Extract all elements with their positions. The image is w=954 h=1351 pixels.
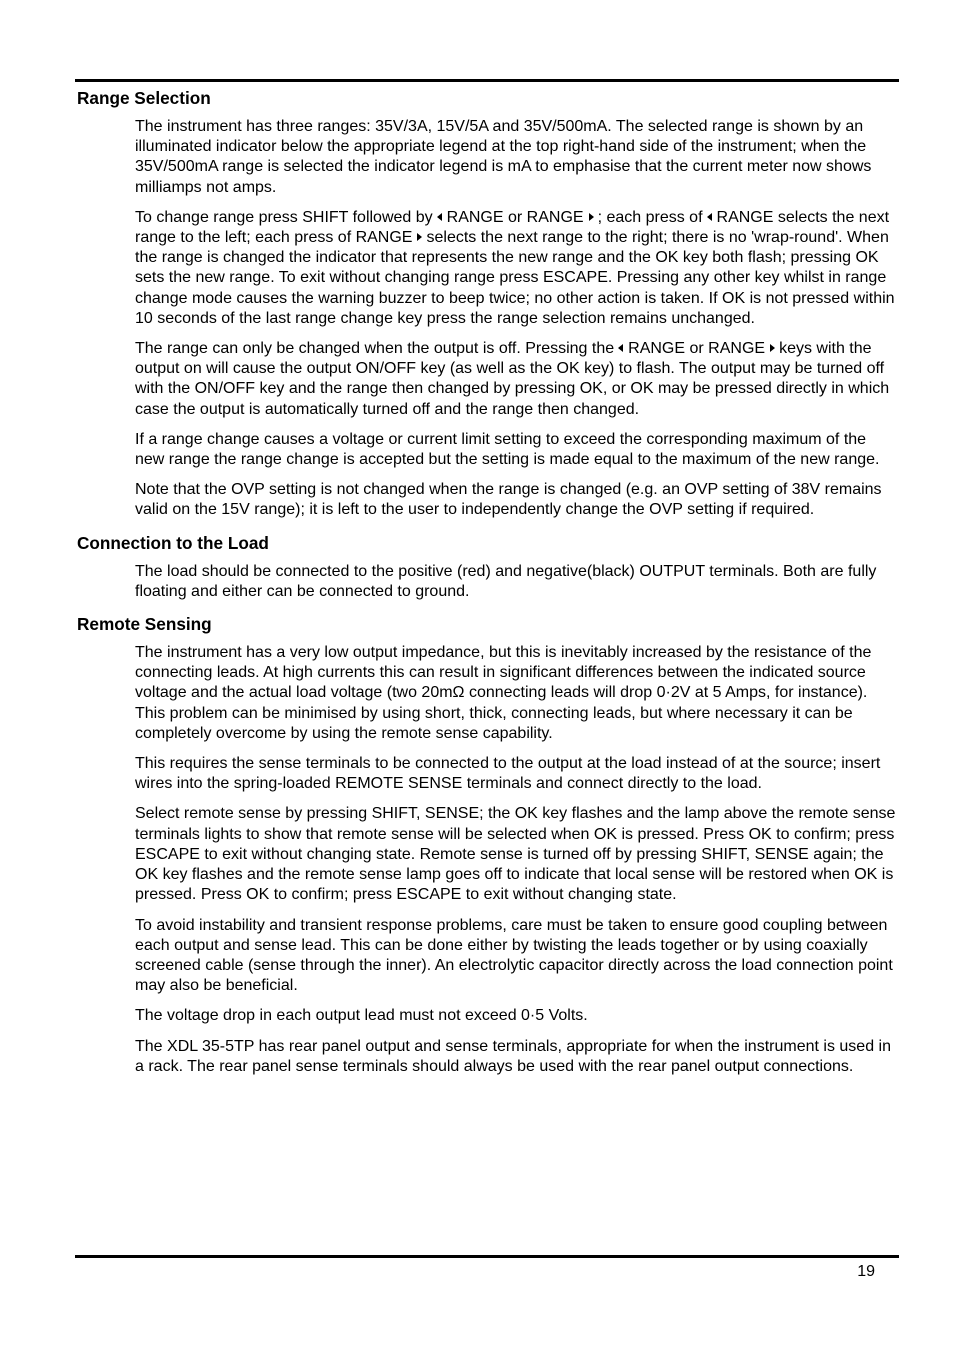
range-selection-heading: Range Selection — [77, 88, 211, 108]
range-p2-text-e: selects the next range to the right; there is no 'wrap-round'. When the range is changed the indicator that represents the new range and the OK key both flash; pressing OK sets the new range. To exit without changing range press ESCAPE. Pressing any other key whilst in range change mode causes the warning buzzer to beep twice; no other action is taken. If OK is not pressed within 10 seconds of the last range change key press the range selection remains unchanged. — [135, 229, 895, 327]
remote-sensing-heading: Remote Sensing — [77, 614, 212, 635]
range-paragraph-3 — [135, 339, 899, 420]
range-paragraph-2 — [135, 208, 899, 329]
top-rule — [75, 79, 899, 82]
remote-paragraph-6: The XDL 35-5TP has rear panel output and sense terminals, appropriate for when the instrument is used in a rack. The rear panel sense terminals should always be used with the rear panel output connections. — [135, 1037, 891, 1075]
range-paragraph-1: The instrument has three ranges: 35V/3A, 15V/5A and 35V/500mA. The selected range is shown by an illuminated indicator below the appropriate legend at the top right-hand side of the instrument; when the 35V/500mA range is selected the indicator legend is mA to emphasise that the current meter now shows milliamps not amps. — [135, 118, 872, 196]
range-p2-text-a: To change range press SHIFT followed by — [135, 208, 433, 226]
range-paragraph-5: Note that the OVP setting is not changed when the range is changed (e.g. an OVP setting of 38V remains valid on the 15V range); it is left to the user to independently change the OVP setting if required. — [135, 481, 882, 519]
range-p3-text-c: keys with the output on will cause the output ON/OFF key (as well as the OK key) to flash. The output may be turned off with the ON/OFF key and the range then changed by pressing OK, or OK may be pressed directly in which case the output is automatically turned off and the range then changed. — [135, 340, 890, 418]
page-content — [77, 86, 899, 1087]
left-triangle-icon — [707, 213, 712, 221]
right-triangle-icon — [417, 233, 422, 241]
range-p2-text-d: RANGE selects the next range to the left; each press of RANGE — [135, 208, 890, 247]
right-triangle-icon — [589, 213, 594, 221]
range-paragraph-4: If a range change causes a voltage or current limit setting to exceed the corresponding maximum of the new range the range change is accepted but the setting is made equal to the maximum of the new range. — [135, 430, 880, 469]
range-p2-text-c: ; each press of — [597, 208, 703, 226]
connection-heading: Connection to the Load — [77, 532, 269, 553]
remote-paragraph-1: The instrument has a very low output impedance, but this is inevitably increased by the resistance of the connecting leads. At high currents this can result in significant differences between the indicated source voltage and the actual load voltage (two 20mΩ connecting leads will drop 0·2V at 5 Amps, for instance). This problem can be minimised by using short, thick, connecting leads, but where necessary it can be completely overcome by using the remote sense capability. — [135, 644, 872, 742]
range-p2-text-b: RANGE or RANGE — [446, 208, 584, 226]
bottom-rule — [75, 1255, 899, 1258]
range-p3-text-b: RANGE or RANGE — [628, 340, 766, 358]
left-triangle-icon — [618, 344, 623, 352]
right-triangle-icon — [770, 344, 775, 352]
remote-paragraph-5: The voltage drop in each output lead must not exceed 0·5 Volts. — [135, 1007, 588, 1025]
left-triangle-icon — [437, 213, 442, 221]
remote-paragraph-2: This requires the sense terminals to be connected to the output at the load instead of at the source; insert wires into the spring-loaded REMOTE SENSE terminals and connect directly to the load. — [135, 755, 881, 793]
connection-paragraph-1: The load should be connected to the positive (red) and negative(black) OUTPUT terminals. Both are fully floating and either can be connected to ground. — [135, 562, 877, 600]
range-p3-text-a: The range can only be changed when the output is off. Pressing the — [135, 340, 615, 358]
remote-paragraph-3: Select remote sense by pressing SHIFT, SENSE; the OK key flashes and the lamp above the remote sense terminals lights to show that remote sense will be selected when OK is pressed. Press OK to confirm; press ESCAPE to exit without changing state. Remote sense is turned off by pressing SHIFT, SENSE again; the OK key flashes and the remote sense lamp goes off to indicate that local sense will be restored when OK is pressed. Press OK to confirm; press ESCAPE to exit without changing state. — [135, 805, 896, 904]
page-number: 19 — [857, 1263, 875, 1280]
remote-paragraph-4: To avoid instability and transient response problems, care must be taken to ensure good coupling between each output and sense lead. This can be done either by twisting the leads together or by using coaxially screened cable (sense through the inner). An electrolytic capacitor directly across the load connection point may also be beneficial. — [135, 916, 893, 995]
